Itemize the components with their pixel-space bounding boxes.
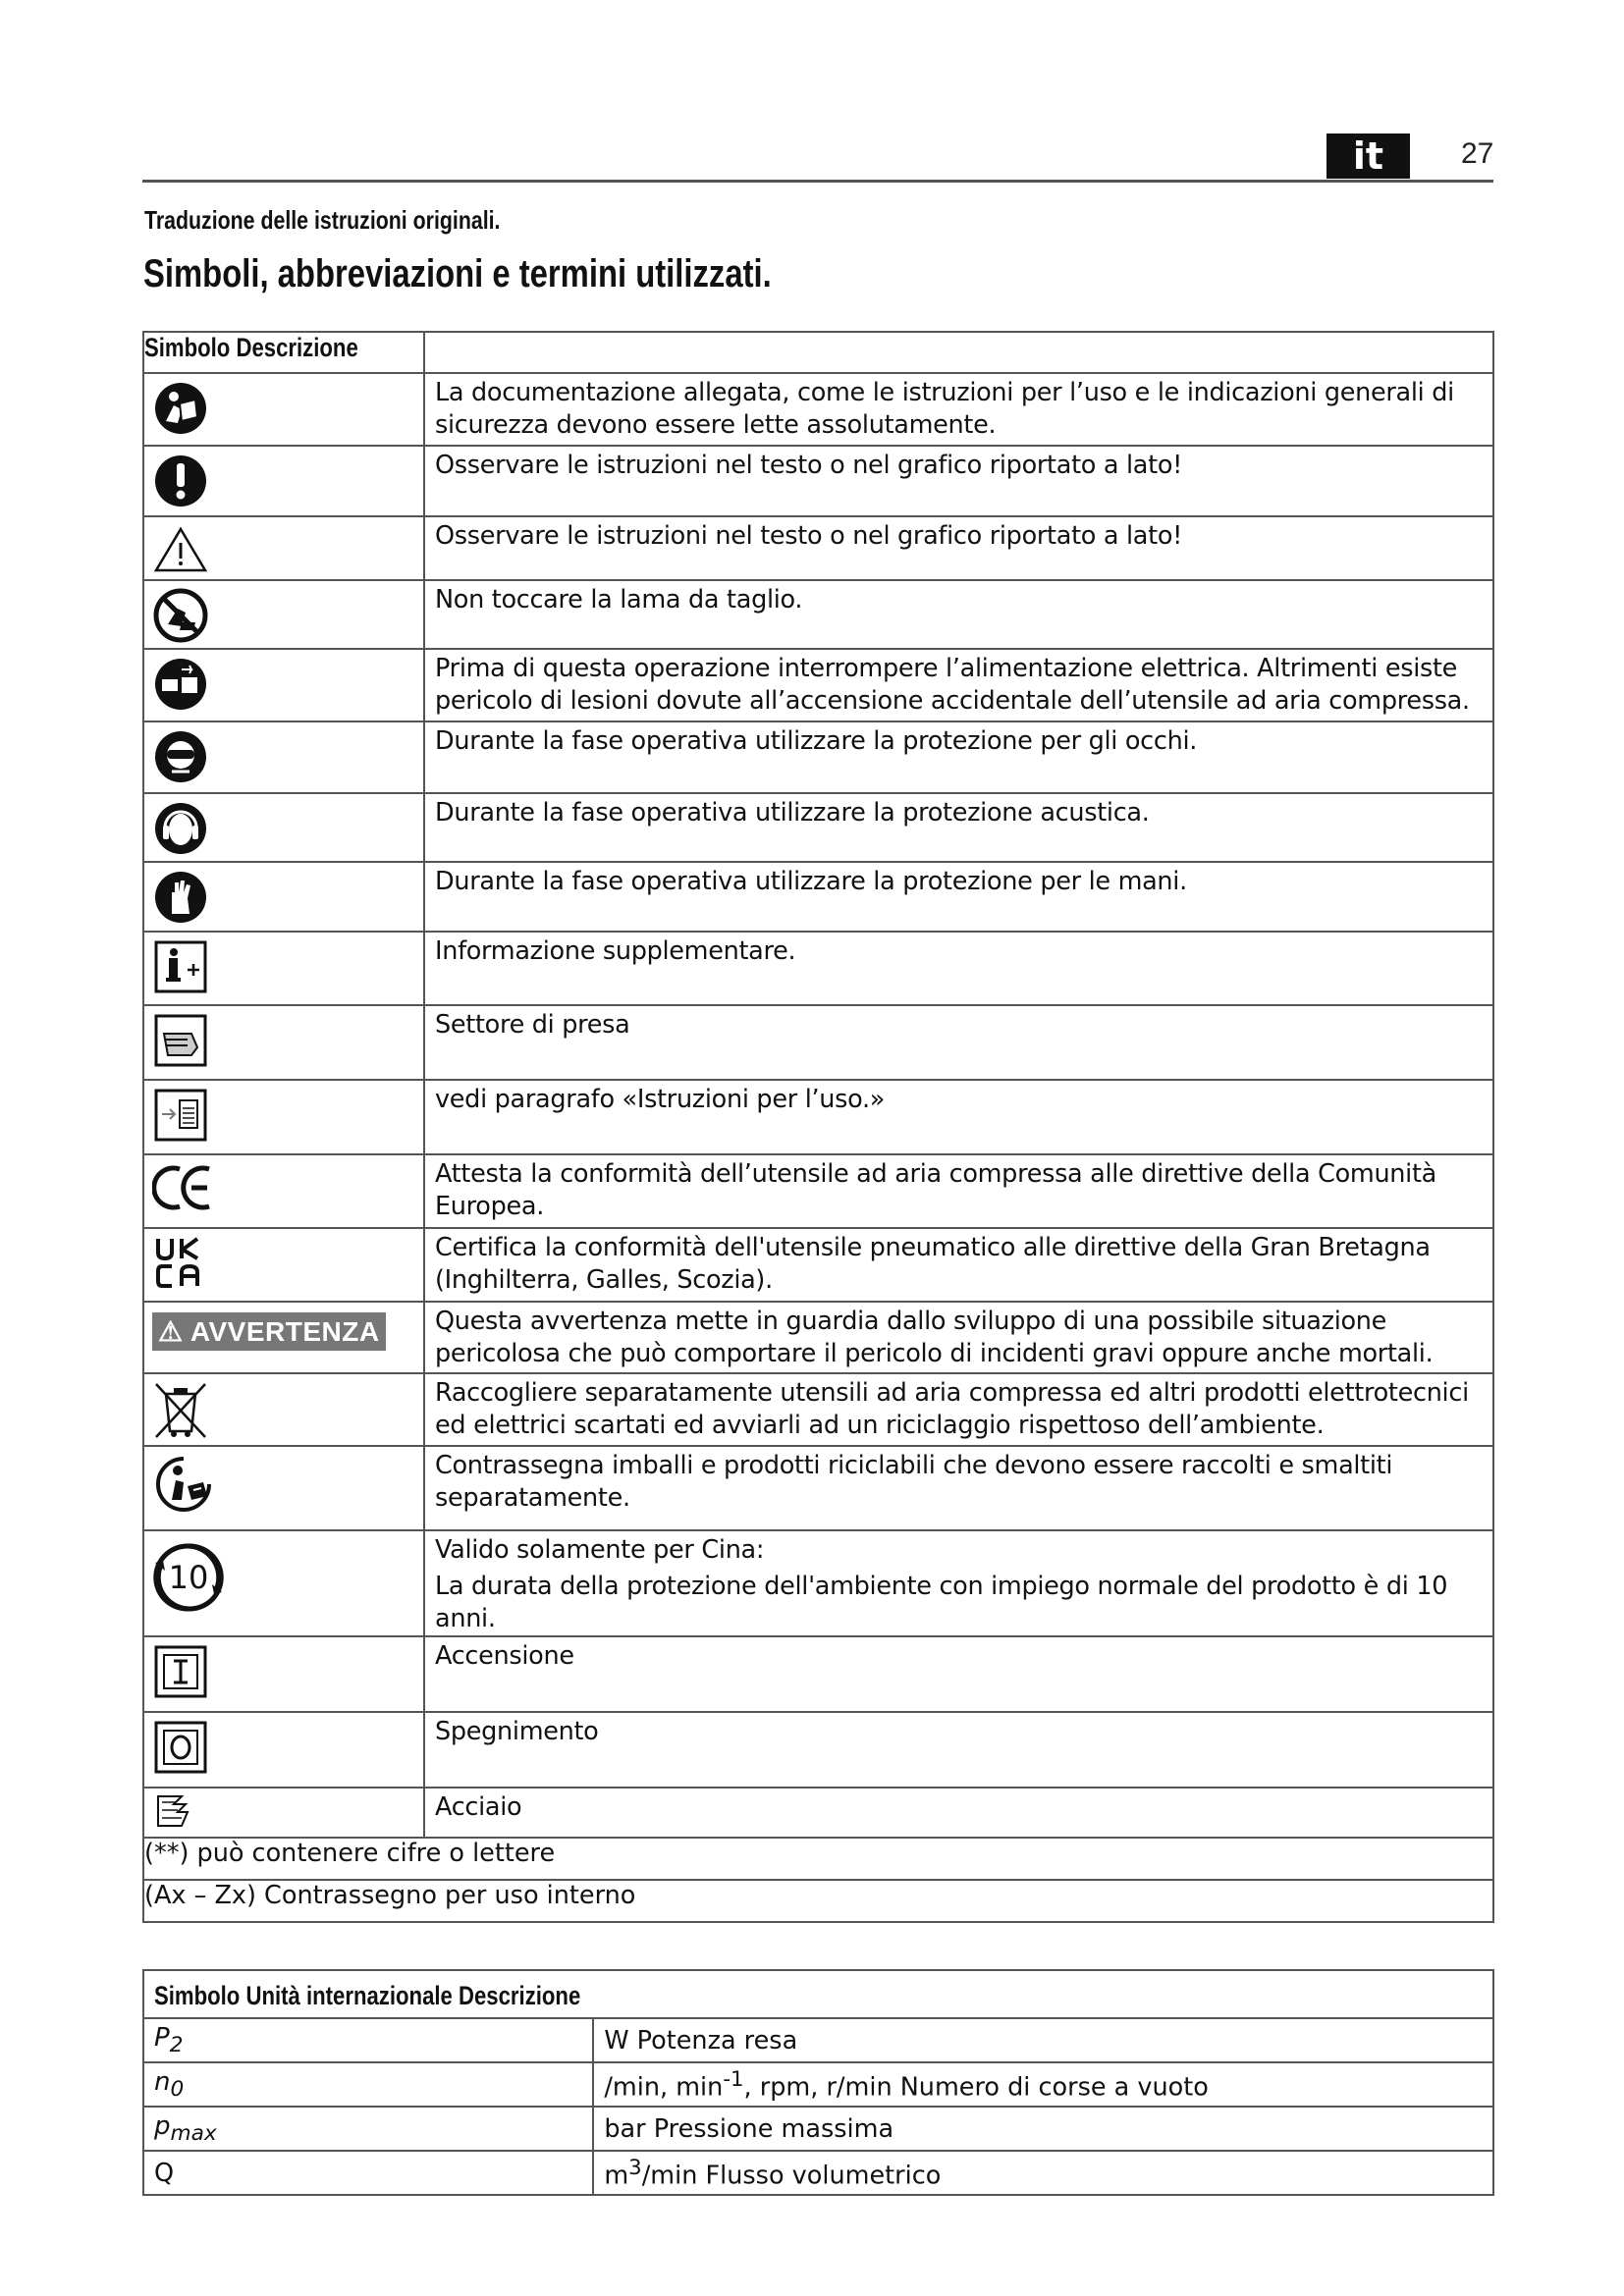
table-row: [143, 1636, 1493, 1712]
unit-text-b: , rpm, r/min Numero di corse a vuoto: [743, 2072, 1209, 2103]
warning-label-text: AVVERTENZA: [189, 1316, 380, 1347]
china-10-years-icon: [152, 1541, 225, 1614]
ukca-mark-icon: [152, 1235, 209, 1290]
section-title: Simboli, abbreviazioni e termini utilizzati.: [143, 252, 772, 295]
unit-text-b: /min Flusso volumetrico: [641, 2161, 942, 2191]
table-row: [143, 1302, 1493, 1373]
table-row: [143, 1788, 1493, 1838]
symbol-description: Accensione: [424, 1636, 1493, 1712]
unit-symbol-sub: 0: [170, 2077, 185, 2103]
table-row: [143, 1005, 1493, 1080]
units-table-header: Simbolo Unità internazionale Descrizione: [154, 1981, 581, 2010]
steel-material-icon: [152, 1792, 191, 1830]
symbol-description: Prima di questa operazione interrompere l’alimentazione elettrica. Altrimenti esiste pericolo di lesioni dovute all’accensione accidentale dell’utensile ad aria compressa.: [424, 649, 1493, 721]
unit-symbol: [154, 2066, 185, 2103]
page-number: 27: [1461, 137, 1494, 170]
table-header-row: [143, 332, 1493, 373]
symbols-table-header: Simbolo Descrizione: [144, 333, 358, 362]
table-row: [143, 2107, 1493, 2151]
unit-symbol: [154, 2110, 217, 2147]
table-row: [143, 2018, 1493, 2062]
table-row: [143, 649, 1493, 721]
header-rule: [142, 180, 1493, 183]
unit-symbol: Q: [154, 2158, 175, 2188]
footnote-digits-letters: (**) può contenere cifre o lettere: [143, 1838, 1493, 1880]
symbol-description: Durante la fase operativa utilizzare la protezione acustica.: [424, 793, 1493, 862]
table-row: [143, 2062, 1493, 2107]
table-row: [143, 1080, 1493, 1154]
symbol-description: Contrassegna imballi e prodotti riciclabili che devono essere raccolti e smaltiti separatamente.: [424, 1446, 1493, 1530]
symbol-description: Osservare le istruzioni nel testo o nel grafico riportato a lato!: [424, 446, 1493, 516]
table-row: [143, 1880, 1493, 1922]
unit-description: [593, 2062, 1493, 2107]
symbol-description: Valido solamente per Cina:: [435, 1535, 765, 1565]
unit-description: [593, 2151, 1493, 2195]
table-row: [143, 862, 1493, 932]
table-row: [143, 516, 1493, 580]
warning-label-icon: ⚠ AVVERTENZA: [152, 1312, 386, 1351]
unit-symbol-main: n: [154, 2066, 171, 2097]
table-row: [143, 1838, 1493, 1880]
table-row: [143, 1228, 1493, 1302]
table-row: [143, 1530, 1493, 1636]
symbols-table: [142, 331, 1494, 1923]
table-row: [143, 373, 1493, 446]
unit-symbol-sub: 2: [169, 2033, 184, 2058]
symbol-description: Spegnimento: [424, 1712, 1493, 1788]
symbol-description: Raccogliere separatamente utensili ad aria compressa ed altri prodotti elettrotecnici ed elettrici scartati ed avviarli ad un riciclaggio rispettoso dell’ambiente.: [424, 1373, 1493, 1446]
table-row: [143, 2151, 1493, 2195]
symbol-description: Certifica la conformità dell'utensile pneumatico alle direttive della Gran Bretagna (Inghilterra, Galles, Scozia).: [424, 1228, 1493, 1302]
symbol-description: Osservare le istruzioni nel testo o nel grafico riportato a lato!: [424, 516, 1493, 580]
unit-symbol: [154, 2022, 184, 2058]
hand-protection-icon: [152, 869, 209, 926]
info-plus-icon: [152, 938, 209, 995]
symbol-description: Attesta la conformità dell’utensile ad aria compressa alle direttive della Comunità Europea.: [424, 1154, 1493, 1228]
disconnect-air-supply-icon: [152, 656, 209, 713]
table-row: [143, 1373, 1493, 1446]
table-header-row: [143, 1970, 1493, 2018]
read-manual-icon: [152, 380, 209, 437]
table-row: [143, 793, 1493, 862]
table-row: [143, 721, 1493, 793]
table-row: [143, 446, 1493, 516]
table-row: [143, 1712, 1493, 1788]
symbol-description: La documentazione allegata, come le istruzioni per l’uso e le indicazioni generali di sicurezza devono essere lette assolutamente.: [424, 373, 1493, 446]
ce-mark-icon: [152, 1161, 215, 1214]
unit-description: W Potenza resa: [593, 2018, 1493, 2062]
do-not-touch-blade-icon: [152, 587, 209, 644]
unit-superscript: 3: [628, 2155, 642, 2180]
symbol-description: Acciaio: [424, 1788, 1493, 1838]
symbol-description: Durante la fase operativa utilizzare la protezione per le mani.: [424, 862, 1493, 932]
footnote-internal-marking: (Ax – Zx) Contrassegno per uso interno: [143, 1880, 1493, 1922]
symbol-description: Questa avvertenza mette in guardia dallo sviluppo di una possibile situazione pericolosa che può comportare il pericolo di incidenti gravi oppure anche mortali.: [424, 1302, 1493, 1373]
unit-text-a: /min, min: [604, 2072, 724, 2103]
unit-superscript: -1: [723, 2066, 744, 2092]
symbol-description: vedi paragrafo «Istruzioni per l’uso.»: [424, 1080, 1493, 1154]
recycling-person-icon: [152, 1453, 215, 1516]
units-table: [142, 1969, 1494, 2196]
table-row: [143, 932, 1493, 1005]
language-badge: it: [1326, 133, 1410, 179]
table-row: [143, 1446, 1493, 1530]
symbol-description: Informazione supplementare.: [424, 932, 1493, 1005]
symbol-description: Durante la fase operativa utilizzare la protezione per gli occhi.: [424, 721, 1493, 793]
warning-triangle-icon: [152, 523, 209, 574]
unit-text-a: m: [604, 2161, 629, 2191]
unit-symbol-main: p: [154, 2110, 171, 2141]
mandatory-exclamation-icon: [152, 453, 209, 509]
unit-symbol-main: P: [154, 2022, 170, 2053]
symbol-description: Settore di presa: [424, 1005, 1493, 1080]
table-row: [143, 580, 1493, 649]
symbol-description: Non toccare la lama da taglio.: [424, 580, 1493, 649]
table-row: [143, 1154, 1493, 1228]
power-off-icon: [152, 1719, 209, 1776]
symbol-description-extra: La durata della protezione dell'ambiente con impiego normale del prodotto è di 10 anni.: [435, 1572, 1448, 1633]
unit-description: bar Pressione massima: [593, 2107, 1493, 2151]
grip-area-icon: [152, 1012, 209, 1069]
document-subtitle: Traduzione delle istruzioni originali.: [144, 205, 501, 235]
unit-symbol-sub: max: [170, 2121, 217, 2147]
ear-protection-icon: [152, 800, 209, 857]
power-on-icon: [152, 1643, 209, 1700]
eye-protection-icon: [152, 728, 209, 785]
see-manual-icon: [152, 1087, 209, 1144]
china-10-years-badge-text: 10: [168, 1559, 209, 1596]
weee-bin-icon: [152, 1380, 209, 1441]
